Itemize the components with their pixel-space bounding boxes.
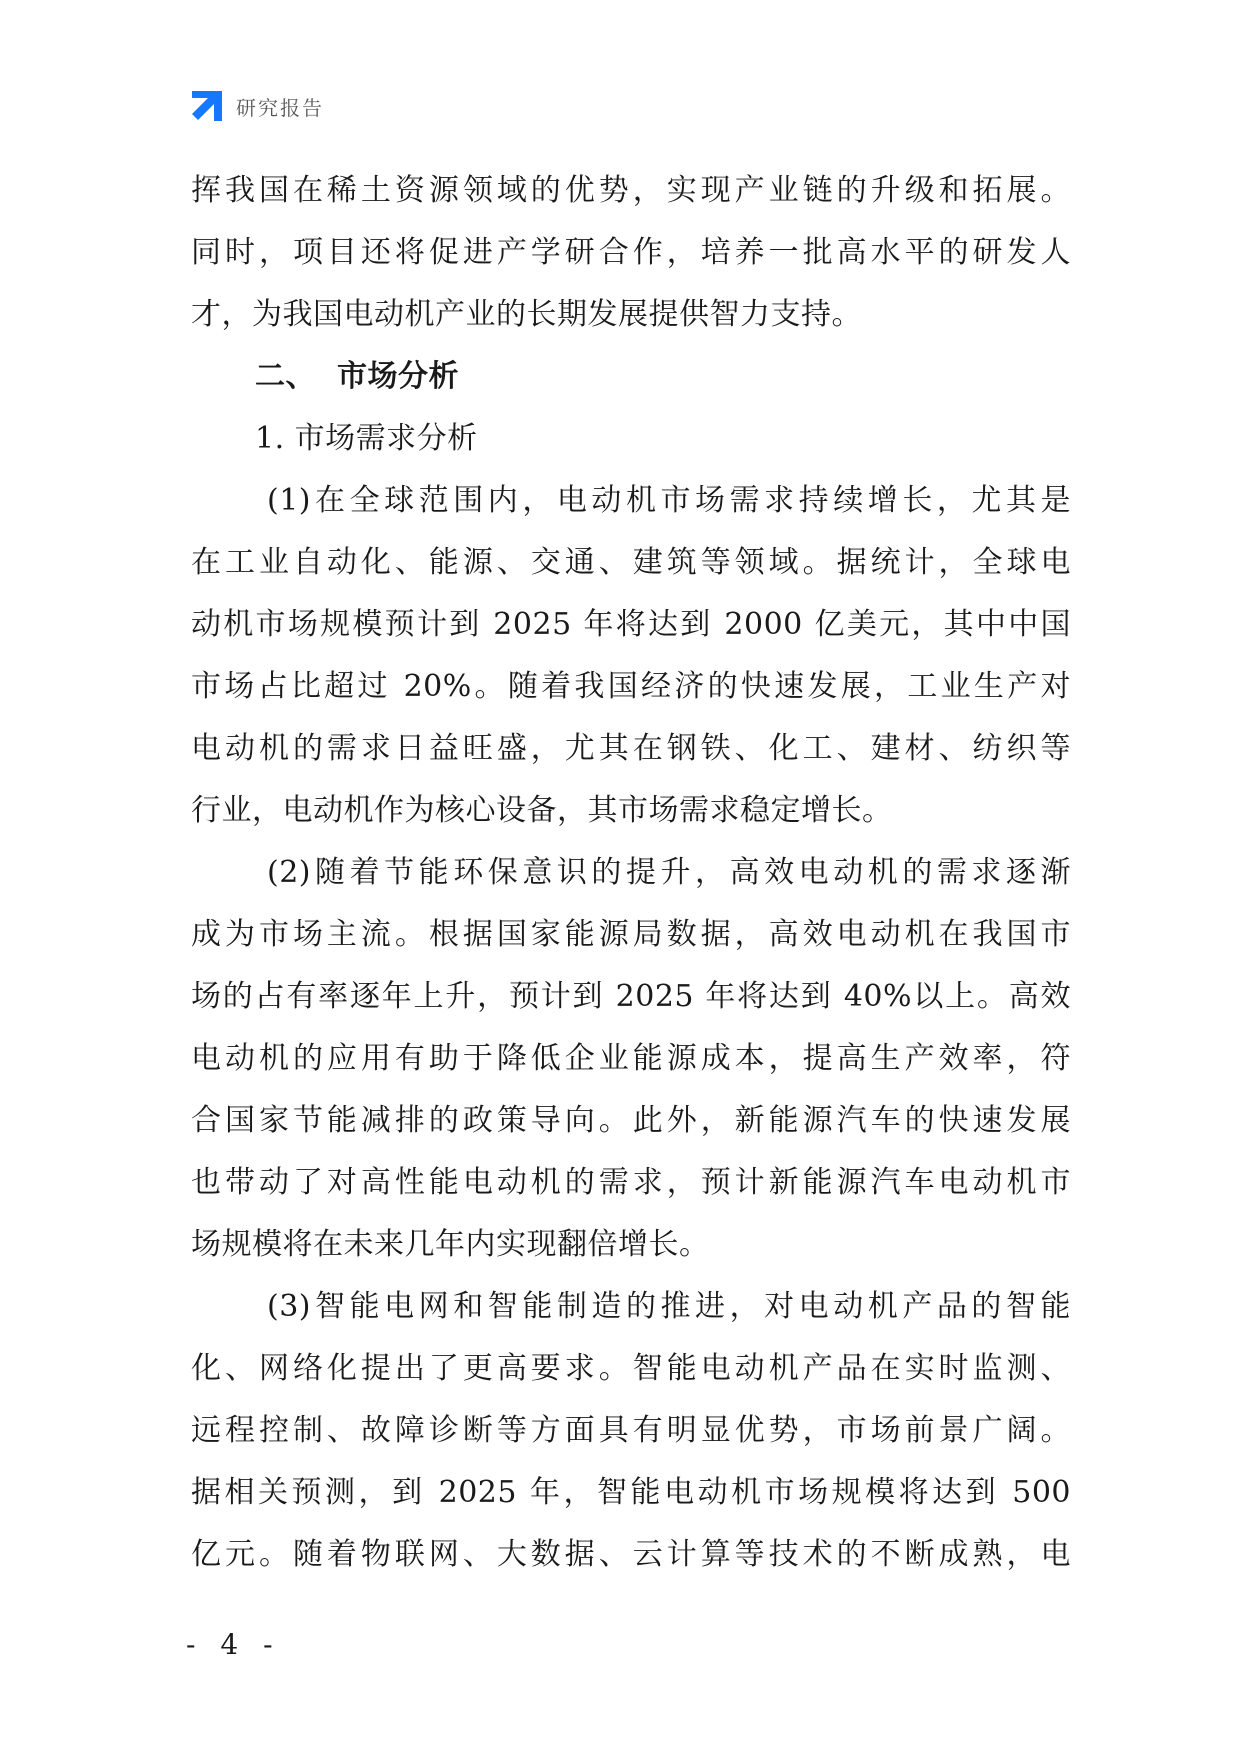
report-header [190,88,324,124]
section-number: 二、 [255,359,316,394]
text-line: 据相关预测，到 2025 年，智能电动机市场规模将达到 500 [191,1475,1071,1510]
section-heading [191,346,1071,408]
text-line: 才，为我国电动机产业的长期发展提供智力支持。 [191,297,862,332]
arrow-up-right-icon [190,89,224,123]
text-line: (3)智能电网和智能制造的推进，对电动机产品的智能 [267,1289,1071,1324]
text-line: 场的占有率逐年上升，预计到 2025 年将达到 40%以上。高效 [191,979,1071,1014]
document-body [191,160,1071,1586]
section-title: 市场分析 [337,359,459,394]
text-line: (1)在全球范围内，电动机市场需求持续增长，尤其是 [267,483,1071,518]
header-title: 研究报告 [236,95,324,120]
text-line: 电动机的应用有助于降低企业能源成本，提高生产效率，符 [191,1041,1071,1076]
text-line: 亿元。随着物联网、大数据、云计算等技术的不断成熟，电 [191,1537,1071,1572]
text-line: 市场占比超过 20%。随着我国经济的快速发展，工业生产对 [191,669,1071,704]
text-line: (2)随着节能环保意识的提升，高效电动机的需求逐渐 [267,855,1071,890]
text-line: 场规模将在未来几年内实现翻倍增长。 [191,1227,710,1262]
text-line: 电动机的需求日益旺盛，尤其在钢铁、化工、建材、纺织等 [191,731,1071,766]
subsection-heading: 1. 市场需求分析 [255,421,478,456]
text-line: 同时，项目还将促进产学研合作，培养一批高水平的研发人 [191,235,1071,270]
text-line: 成为市场主流。根据国家能源局数据，高效电动机在我国市 [191,917,1071,952]
page-number: - 4 - [186,1628,281,1661]
text-line: 动机市场规模预计到 2025 年将达到 2000 亿美元，其中中国 [191,607,1071,642]
text-line: 行业，电动机作为核心设备，其市场需求稳定增长。 [191,793,893,828]
text-line: 挥我国在稀土资源领域的优势，实现产业链的升级和拓展。 [191,173,1071,208]
text-line: 远程控制、故障诊断等方面具有明显优势，市场前景广阔。 [191,1413,1071,1448]
text-line: 也带动了对高性能电动机的需求，预计新能源汽车电动机市 [191,1165,1071,1200]
text-line: 化、网络化提出了更高要求。智能电动机产品在实时监测、 [191,1351,1071,1386]
text-line: 在工业自动化、能源、交通、建筑等领域。据统计，全球电 [191,545,1071,580]
text-line: 合国家节能减排的政策导向。此外，新能源汽车的快速发展 [191,1103,1071,1138]
